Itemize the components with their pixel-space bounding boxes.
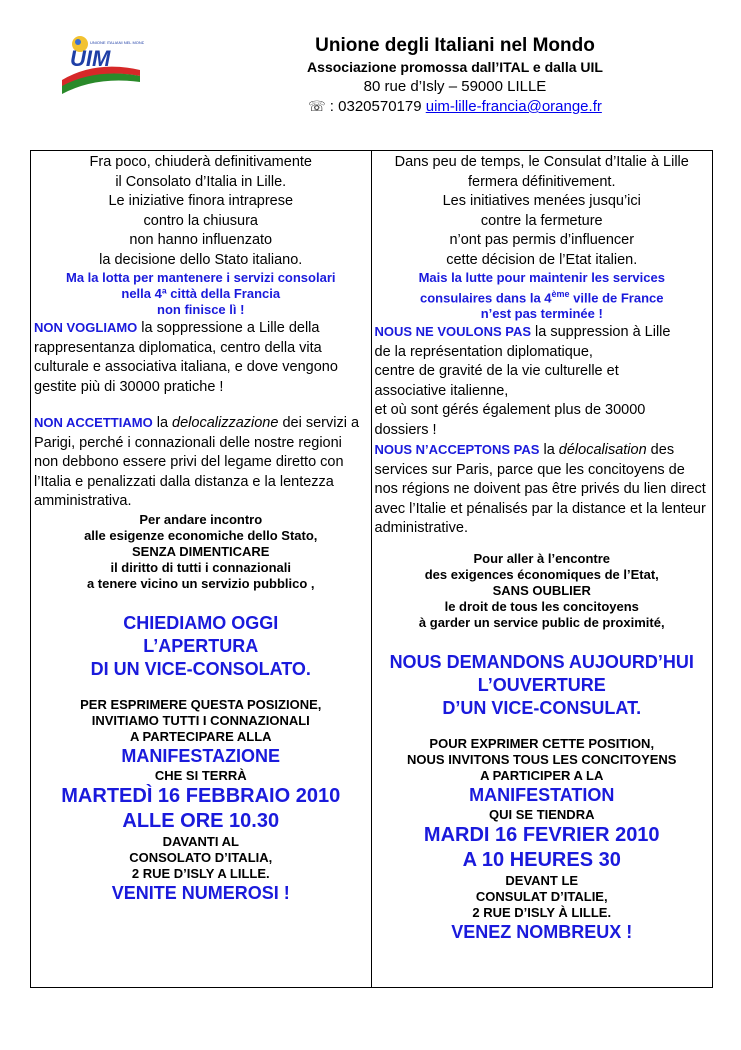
text-line: NOUS DEMANDONS AUJOURD’HUI xyxy=(389,651,694,672)
phone-icon: ☏ xyxy=(308,98,326,114)
french-event-time: A 10 HEURES 30 xyxy=(462,848,621,871)
text-line: Le iniziative finora intraprese xyxy=(108,193,294,209)
organization-name: Unione degli Italiani nel Mondo xyxy=(315,35,595,56)
text-line: il Consolato d’Italia in Lille. xyxy=(115,173,287,190)
italian-intro xyxy=(34,153,368,270)
text-line: dossiers ! xyxy=(374,421,437,438)
organization-subtitle: Associazione promossa dall’ITAL e dalla UIL xyxy=(307,59,603,75)
paragraph-text: la xyxy=(539,442,559,459)
italian-invitation xyxy=(34,697,368,745)
text-line: A PARTECIPARE ALLA xyxy=(129,728,272,744)
text-line: il diritto di tutti i connazionali xyxy=(110,559,292,575)
text-line: 2 RUE D’ISLY A LILLE. xyxy=(131,865,270,881)
french-event-place xyxy=(375,873,710,921)
text-line: CONSULAT D’ITALIE, xyxy=(475,888,608,904)
text-line: D’UN VICE-CONSULAT. xyxy=(442,697,642,718)
letterhead xyxy=(230,34,680,117)
italian-paragraph-1 xyxy=(34,318,368,397)
french-closing: VENEZ NOMBREUX ! xyxy=(451,921,633,942)
text-line: associative italienne, xyxy=(374,382,509,399)
text-line: DEVANT LE xyxy=(505,872,579,888)
italian-event-place xyxy=(34,834,368,882)
logo-text: UIM xyxy=(70,46,111,71)
uim-logo xyxy=(56,30,144,100)
text-line: contre la fermeture xyxy=(480,212,603,229)
text-line: Dans peu de temps, le Consulat d’Italie à Lille xyxy=(394,154,689,170)
italian-will-be: CHE SI TERRÀ xyxy=(154,767,247,783)
french-event-name: MANIFESTATION xyxy=(469,784,615,805)
text-line: 2 RUE D’ISLY À LILLE. xyxy=(472,904,612,920)
text-line: à garder un service public de proximité, xyxy=(418,614,665,630)
text-line: a tenere vicino un servizio pubblico , xyxy=(86,575,315,591)
paragraph-text: dei servizi a Parigi, perché i connazionali delle nostre regioni non debbono essere privi del legame diretto con l’Italia e penalizzati dalla distanza e la lentezza amministrativa. xyxy=(34,415,360,509)
text-line: Mais la lutte pour maintenir les services xyxy=(418,270,665,285)
contact-line xyxy=(230,96,680,117)
paragraph-italic: délocalisation xyxy=(558,442,647,459)
text-line: Per andare incontro xyxy=(139,511,263,527)
keyword-nous-n-acceptons-pas: NOUS N’ACCEPTONS PAS xyxy=(374,442,540,458)
text-line: consulaires dans la 4ème ville de France xyxy=(420,289,664,306)
french-paragraph-1 xyxy=(375,322,710,440)
text-line: nella 4ª città della Francia xyxy=(121,286,281,301)
paragraph-text: la xyxy=(152,415,173,431)
italian-event-date: MARTEDÌ 16 FEBBRAIO 2010 xyxy=(61,784,341,807)
french-intro xyxy=(375,153,710,270)
italian-closing: VENITE NUMEROSI ! xyxy=(111,882,290,903)
text-line: DI UN VICE-CONSOLATO. xyxy=(90,658,311,679)
text-line: L’OUVERTURE xyxy=(477,674,606,695)
text-line: Fra poco, chiuderà definitivamente xyxy=(89,154,312,170)
french-column xyxy=(372,151,713,987)
phone-number: : 0320570179 xyxy=(325,98,426,115)
text-line: Les initiatives menées jusqu’ici xyxy=(442,193,641,209)
french-bold-paragraph xyxy=(375,551,710,631)
text-line: non hanno influenzato xyxy=(129,232,273,248)
keyword-non-vogliamo: NON VOGLIAMO xyxy=(34,320,138,335)
text-line: CONSOLATO D’ITALIA, xyxy=(129,849,273,865)
text-line: SENZA DIMENTICARE xyxy=(132,543,270,559)
text-line: CHIEDIAMO OGGI xyxy=(123,612,279,633)
text-line: alle esigenze economiche dello Stato, xyxy=(84,527,318,543)
text-line: la decisione dello Stato italiano. xyxy=(99,251,303,268)
french-struggle-note xyxy=(375,270,710,322)
keyword-nous-ne-voulons-pas: NOUS NE VOULONS PAS xyxy=(374,324,532,340)
text-line: de la représentation diplomatique, xyxy=(374,343,593,360)
paragraph-italic: delocalizzazione xyxy=(172,415,279,431)
french-will-be: QUI SE TIENDRA xyxy=(489,806,595,822)
text-line: des exigences économiques de l’Etat, xyxy=(424,566,659,582)
french-invitation xyxy=(375,736,710,784)
french-event-date: MARDI 16 FEVRIER 2010 xyxy=(423,823,660,846)
text-line: POUR EXPRIMER CETTE POSITION, xyxy=(429,735,655,751)
organization-address: 80 rue d’Isly – 59000 LILLE xyxy=(363,78,547,95)
text-line: cette décision de l’Etat italien. xyxy=(446,251,638,268)
text-line: PER ESPRIMERE QUESTA POSIZIONE, xyxy=(80,696,322,712)
text-line: NOUS INVITONS TOUS LES CONCITOYENS xyxy=(407,751,677,767)
text-line: n’est pas terminée ! xyxy=(480,306,603,322)
italian-event-name: MANIFESTAZIONE xyxy=(121,745,281,766)
italian-event-time: ALLE ORE 10.30 xyxy=(122,809,280,832)
text-line: et où sont gérés également plus de 30000 xyxy=(374,402,646,419)
paragraph-text: la suppression à Lille xyxy=(531,324,671,341)
paragraph-text: des services sur Paris, parce que les concitoyens de nos régions ne doivent pas être privés du lien direct avec l’Italie et pénalisés par la distance et la lenteur administrative. xyxy=(374,442,706,537)
italian-column xyxy=(31,151,372,987)
text-line: INVITIAMO TUTTI I CONNAZIONALI xyxy=(91,712,310,728)
text-line: centre de gravité de la vie culturelle et xyxy=(374,363,619,380)
text-line: le droit de tous les concitoyens xyxy=(444,598,639,614)
italian-paragraph-2 xyxy=(34,413,368,512)
italian-bold-paragraph xyxy=(34,512,368,592)
bilingual-table xyxy=(30,150,713,988)
text-line: DAVANTI AL xyxy=(162,833,239,849)
text-line: Ma la lotta per mantenere i servizi consolari xyxy=(66,270,336,285)
text-line: n’ont pas permis d’influencer xyxy=(449,232,635,248)
logo-small-text: UNIONE ITALIANI NEL MONDO xyxy=(90,40,144,45)
paragraph-text: la soppressione a Lille della rappresentanza diplomatica, centro della vita culturale e associativa italiana, e dove vengono gestite più di 30000 pratiche ! xyxy=(34,320,338,395)
text-line: L’APERTURA xyxy=(143,635,259,656)
keyword-non-accettiamo: NON ACCETTIAMO xyxy=(34,415,153,430)
text-line: A PARTICIPER A LA xyxy=(480,767,604,783)
text-line: contro la chiusura xyxy=(143,212,258,229)
text-line: Pour aller à l’encontre xyxy=(473,550,611,566)
italian-demand xyxy=(34,612,368,681)
text-line: SANS OUBLIER xyxy=(492,582,591,598)
french-demand xyxy=(375,651,710,720)
french-paragraph-2 xyxy=(375,440,710,539)
italian-struggle-note xyxy=(34,270,368,318)
email-link[interactable]: uim-lille-francia@orange.fr xyxy=(425,98,602,115)
text-line: non finisce lì ! xyxy=(157,302,245,317)
text-line: fermera définitivement. xyxy=(468,173,616,190)
